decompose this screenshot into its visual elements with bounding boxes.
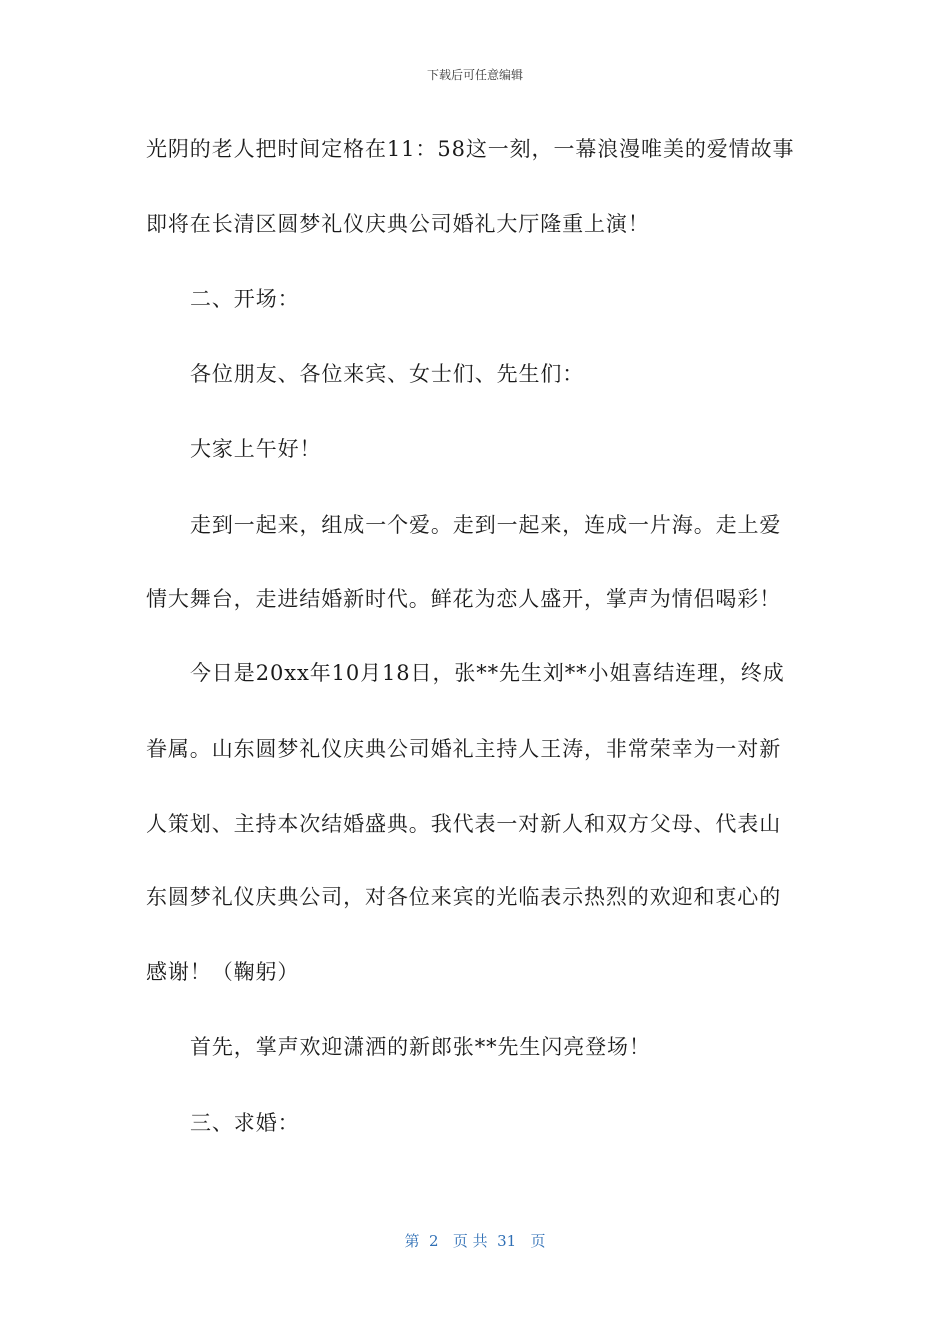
paragraph-line: 首先，掌声欢迎潇洒的新郎张**先生闪亮登场！ — [190, 1035, 651, 1059]
page-header: 下载后可任意编辑 — [426, 68, 523, 82]
paragraph-line: 即将在长清区圆梦礼仪庆典公司婚礼大厅隆重上演！ — [146, 212, 650, 236]
paragraph-line: 走到一起来，组成一个爱。走到一起来，连成一片海。走上爱 — [190, 513, 782, 537]
paragraph-line: 今日是20xx年10月18日，张**先生刘**小姐喜结连理，终成 — [190, 661, 785, 685]
paragraph-line: 各位朋友、各位来宾、女士们、先生们： — [190, 362, 585, 386]
paragraph-line: 东圆梦礼仪庆典公司，对各位来宾的光临表示热烈的欢迎和衷心的 — [146, 885, 782, 909]
section-heading: 二、开场： — [190, 287, 300, 311]
page-number-footer: 第 2 页 共 31 页 — [404, 1232, 546, 1250]
paragraph-line: 情大舞台，走进结婚新时代。鲜花为恋人盛开，掌声为情侣喝彩！ — [146, 587, 782, 611]
paragraph-line: 人策划、主持本次结婚盛典。我代表一对新人和双方父母、代表山 — [146, 812, 782, 836]
section-heading: 三、求婚： — [190, 1111, 300, 1135]
paragraph-line: 大家上午好！ — [190, 437, 322, 461]
paragraph-line: 光阴的老人把时间定格在11：58这一刻，一幕浪漫唯美的爱情故事 — [146, 137, 795, 161]
paragraph-line: 感谢！（鞠躬） — [146, 960, 300, 984]
paragraph-line: 眷属。山东圆梦礼仪庆典公司婚礼主持人王涛，非常荣幸为一对新 — [146, 737, 782, 761]
